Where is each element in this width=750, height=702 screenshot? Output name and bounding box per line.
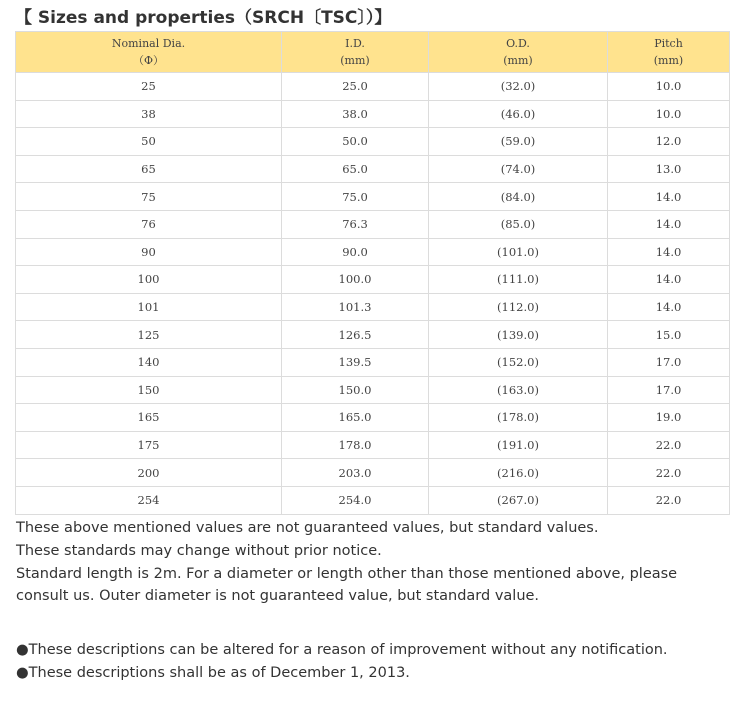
cell-pitch: 15.0	[608, 321, 730, 349]
cell-od: (111.0)	[429, 266, 608, 294]
cell-pitch: 13.0	[608, 155, 730, 183]
table-row	[16, 128, 730, 156]
cell-nominal-dia: 125	[16, 321, 282, 349]
cell-id: 254.0	[282, 486, 429, 514]
table-row	[16, 293, 730, 321]
cell-id: 101.3	[282, 293, 429, 321]
cell-id: 150.0	[282, 376, 429, 404]
cell-nominal-dia: 140	[16, 348, 282, 376]
table-row	[16, 155, 730, 183]
table-row	[16, 376, 730, 404]
header-unit: (mm)	[653, 54, 684, 67]
cell-nominal-dia: 75	[16, 183, 282, 211]
header-unit: (mm)	[340, 54, 370, 67]
notes-section	[16, 517, 734, 608]
cell-nominal-dia: 65	[16, 155, 282, 183]
header-label: Nominal Dia.	[111, 37, 186, 50]
cell-pitch: 14.0	[608, 183, 730, 211]
cell-nominal-dia: 175	[16, 431, 282, 459]
cell-pitch: 14.0	[608, 266, 730, 294]
cell-id: 203.0	[282, 459, 429, 487]
table-row	[16, 73, 730, 101]
cell-nominal-dia: 50	[16, 128, 282, 156]
cell-id: 38.0	[282, 100, 429, 128]
cell-od: (85.0)	[429, 210, 608, 238]
cell-pitch: 14.0	[608, 210, 730, 238]
cell-od: (32.0)	[429, 73, 608, 101]
cell-pitch: 22.0	[608, 431, 730, 459]
cell-id: 65.0	[282, 155, 429, 183]
sizes-table	[15, 31, 730, 515]
cell-pitch: 22.0	[608, 459, 730, 487]
header-od	[429, 32, 608, 73]
cell-nominal-dia: 200	[16, 459, 282, 487]
cell-id: 50.0	[282, 128, 429, 156]
cell-nominal-dia: 90	[16, 238, 282, 266]
cell-nominal-dia: 150	[16, 376, 282, 404]
note-standard-length: Standard length is 2m. For a diameter or length other than those mentioned above, please consult us. Outer diameter is not guaranteed value, but standard value.	[16, 565, 678, 605]
header-label: Pitch	[654, 37, 683, 50]
cell-pitch: 17.0	[608, 376, 730, 404]
table-row	[16, 100, 730, 128]
cell-od: (46.0)	[429, 100, 608, 128]
cell-id: 126.5	[282, 321, 429, 349]
table-row	[16, 486, 730, 514]
cell-od: (139.0)	[429, 321, 608, 349]
cell-pitch: 14.0	[608, 238, 730, 266]
cell-nominal-dia: 101	[16, 293, 282, 321]
table-row	[16, 210, 730, 238]
note-may-change: These standards may change without prior notice.	[16, 542, 382, 559]
table-row	[16, 238, 730, 266]
cell-pitch: 17.0	[608, 348, 730, 376]
cell-od: (74.0)	[429, 155, 608, 183]
cell-pitch: 14.0	[608, 293, 730, 321]
header-id	[282, 32, 429, 73]
cell-id: 25.0	[282, 73, 429, 101]
cell-pitch: 10.0	[608, 73, 730, 101]
cell-nominal-dia: 38	[16, 100, 282, 128]
note-not-guaranteed: These above mentioned values are not guaranteed values, but standard values.	[16, 520, 599, 536]
cell-od: (178.0)	[429, 404, 608, 432]
cell-id: 76.3	[282, 210, 429, 238]
cell-od: (191.0)	[429, 431, 608, 459]
cell-od: (112.0)	[429, 293, 608, 321]
cell-nominal-dia: 76	[16, 210, 282, 238]
cell-od: (59.0)	[429, 128, 608, 156]
page-title: 【 Sizes and properties（SRCH〔TSC〕）】	[15, 8, 392, 28]
cell-nominal-dia: 25	[16, 73, 282, 101]
cell-pitch: 22.0	[608, 486, 730, 514]
header-pitch	[608, 32, 730, 73]
table-row	[16, 431, 730, 459]
table-row	[16, 348, 730, 376]
table-row	[16, 266, 730, 294]
table-row	[16, 459, 730, 487]
cell-od: (216.0)	[429, 459, 608, 487]
bullet-improvement: ●These descriptions can be altered for a reason of improvement without any notification.	[16, 642, 668, 658]
cell-od: (84.0)	[429, 183, 608, 211]
cell-id: 75.0	[282, 183, 429, 211]
cell-od: (163.0)	[429, 376, 608, 404]
header-label: O.D.	[506, 37, 530, 50]
bullet-section	[16, 639, 668, 685]
header-label: I.D.	[345, 37, 365, 50]
cell-pitch: 10.0	[608, 100, 730, 128]
table-row	[16, 404, 730, 432]
cell-od: (152.0)	[429, 348, 608, 376]
cell-od: (267.0)	[429, 486, 608, 514]
cell-id: 139.5	[282, 348, 429, 376]
header-unit: （Φ）	[132, 54, 165, 67]
table-header-row	[16, 32, 730, 73]
table-row	[16, 321, 730, 349]
cell-id: 165.0	[282, 404, 429, 432]
cell-id: 100.0	[282, 266, 429, 294]
cell-pitch: 12.0	[608, 128, 730, 156]
header-unit: (mm)	[503, 54, 533, 67]
header-nominal-dia	[16, 32, 282, 73]
cell-nominal-dia: 165	[16, 404, 282, 432]
bullet-as-of-date: ●These descriptions shall be as of December 1, 2013.	[16, 664, 410, 681]
table-body	[16, 73, 730, 515]
cell-od: (101.0)	[429, 238, 608, 266]
cell-id: 178.0	[282, 431, 429, 459]
cell-id: 90.0	[282, 238, 429, 266]
cell-pitch: 19.0	[608, 404, 730, 432]
cell-nominal-dia: 254	[16, 486, 282, 514]
cell-nominal-dia: 100	[16, 266, 282, 294]
table-row	[16, 183, 730, 211]
